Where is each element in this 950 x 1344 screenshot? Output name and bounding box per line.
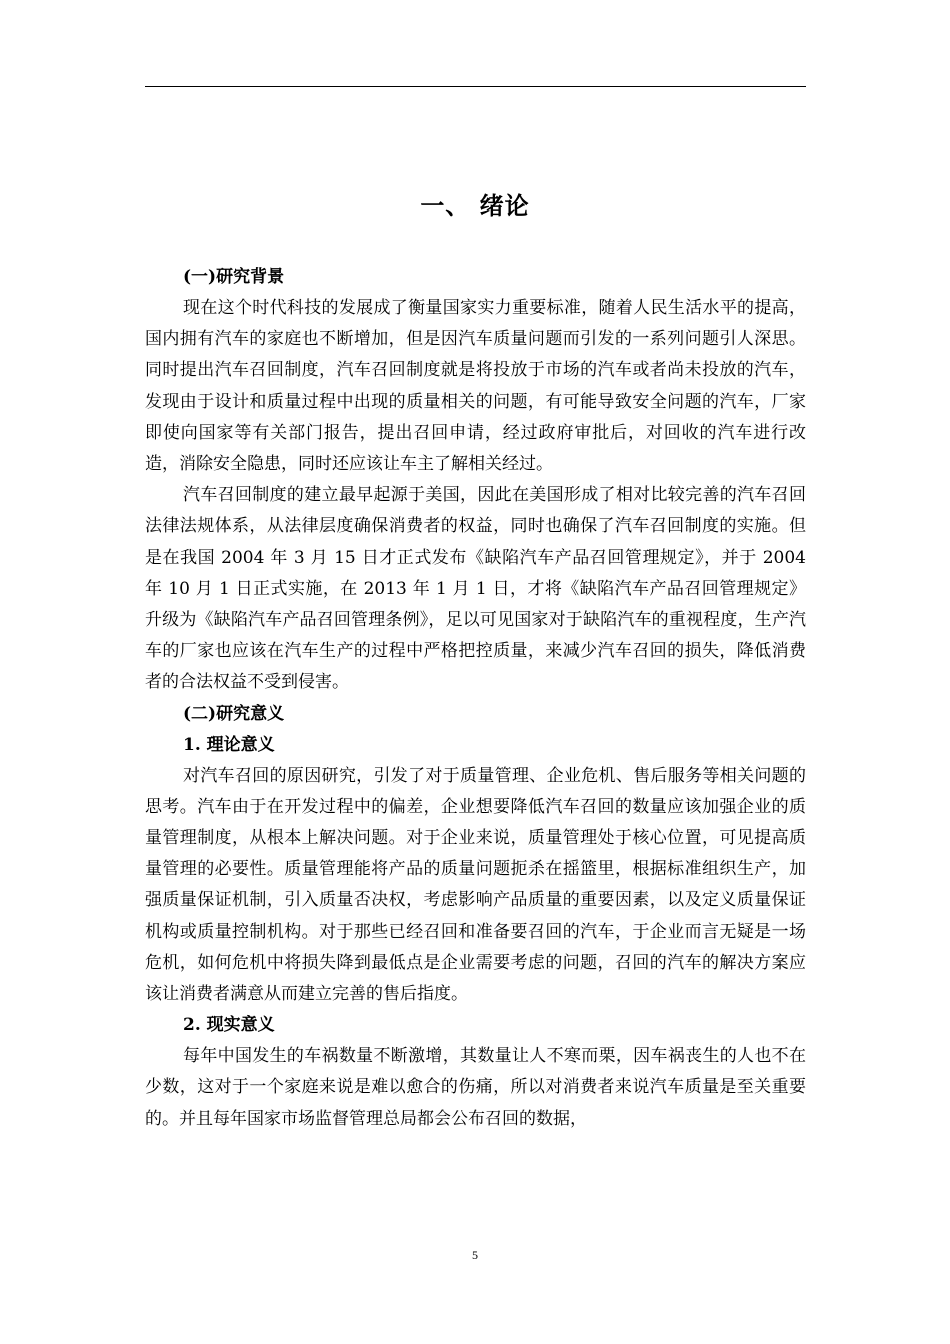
section-heading-significance: (二)研究意义	[183, 703, 285, 724]
section-heading-background: (一)研究背景	[183, 267, 285, 287]
subsection-heading-theoretical: 1. 理论意义	[183, 734, 275, 755]
page-number: 5	[472, 1248, 478, 1262]
chapter-title: 一、 绪论	[420, 191, 530, 220]
subsection-heading-practical: 2. 现实意义	[183, 1015, 275, 1036]
header-rule	[145, 86, 806, 87]
paragraph-practical: 每年中国发生的车祸数量不断激增，其数量让人不寒而栗，因车祸丧生的人也不在少数，这对于一个家庭来说是难以愈合的伤痛，所以对消费者来说汽车质量是至关重要的。并且每年国家市场监督管理总局都会公布召回的数据，	[145, 1046, 806, 1129]
paragraph-background-1: 现在这个时代科技的发展成了衡量国家实力重要标准，随着人民生活水平的提高，国内拥有汽车的家庭也不断增加，但是因汽车质量问题而引发的一系列问题引人深思。同时提出汽车召回制度，汽车召回制度就是将投放于市场的汽车或者尚未投放的汽车，发现由于设计和质量过程中出现的质量相关的问题，有可能导致安全问题的汽车，厂家即使向国家等有关部门报告，提出召回申请，经过政府审批后，对回收的汽车进行改造，消除安全隐患，同时还应该让车主了解相关经过。	[145, 298, 806, 475]
paragraph-theoretical: 对汽车召回的原因研究，引发了对于质量管理、企业危机、售后服务等相关问题的思考。汽车由于在开发过程中的偏差，企业想要降低汽车召回的数量应该加强企业的质量管理制度，从根本上解决问题。对于企业来说，质量管理处于核心位置，可见提高质量管理的必要性。质量管理能将产品的质量问题扼杀在摇篮里，根据标准组织生产，加强质量保证机制，引入质量否决权，考虑影响产品质量的重要因素，以及定义质量保证机构或质量控制机构。对于那些已经召回和准备要召回的汽车，于企业而言无疑是一场危机，如何危机中将损失降到最低点是企业需要考虑的问题，召回的汽车的解决方案应该让消费者满意从而建立完善的售后指度。	[145, 765, 806, 1005]
paragraph-background-2: 汽车召回制度的建立最早起源于美国，因此在美国形成了相对比较完善的汽车召回法律法规体系，从法律层度确保消费者的权益，同时也确保了汽车召回制度的实施。但是在我国 2004 年 3 月 15 日才正式发布《缺陷汽车产品召回管理规定》，并于 2004 年 10 月 1 日正式实施，在 2013 年 1 月 1 日，才将《缺陷汽车产品召回管理规定》升级为《缺陷汽车产品召回管理条例》，足以可见国家对于缺陷汽车的重视程度，生产汽车的厂家也应该在汽车生产的过程中严格把控质量，来减少汽车召回的损失，降低消费者的合法权益不受到侵害。	[145, 485, 806, 693]
page-body	[145, 262, 806, 1135]
